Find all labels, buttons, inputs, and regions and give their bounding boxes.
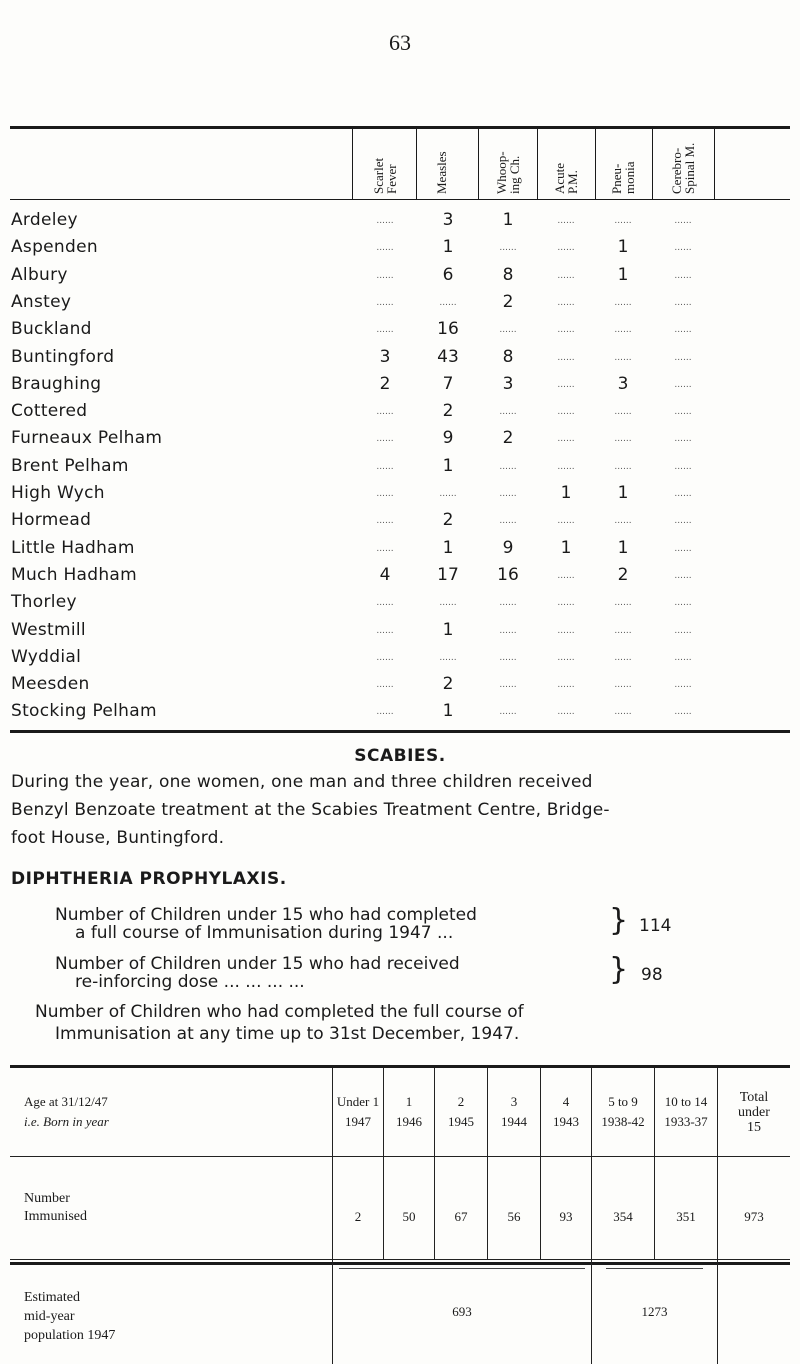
case-count: 2: [433, 401, 463, 421]
col-top: 10 to 14: [657, 1092, 715, 1112]
immunised-value: 67: [435, 1157, 488, 1260]
empty-cell-dots: ......: [368, 434, 402, 444]
case-count: 3: [608, 374, 638, 394]
place-name: Albury: [11, 265, 68, 285]
immunised-value: 93: [541, 1157, 592, 1260]
empty-cell-dots: ......: [606, 707, 640, 717]
table-header-rule: [10, 199, 790, 200]
age-header: [10, 1068, 333, 1157]
column-header: Measles: [435, 151, 448, 194]
empty-cell-dots: ......: [491, 407, 525, 417]
place-name: Meesden: [11, 674, 90, 694]
col-under1: [333, 1068, 384, 1157]
empty-cell-dots: ......: [666, 598, 700, 608]
empty-cell-dots: ......: [549, 271, 583, 281]
empty-cell-dots: ......: [368, 680, 402, 690]
immunised-value: 50: [384, 1157, 435, 1260]
place-name: Cottered: [11, 401, 87, 421]
empty-cell-dots: ......: [549, 680, 583, 690]
col-top: 5 to 9: [594, 1092, 652, 1112]
population-under5: 693: [452, 1304, 472, 1319]
place-name: Furneaux Pelham: [11, 428, 162, 448]
place-name: High Wych: [11, 483, 105, 503]
page-number: 63: [0, 30, 800, 56]
case-count: 43: [433, 347, 463, 367]
empty-cell-dots: ......: [368, 407, 402, 417]
column-header: Cerebro- Spinal M.: [670, 143, 696, 194]
population-5to14-cell: [592, 1260, 718, 1364]
empty-cell-dots: ......: [491, 707, 525, 717]
empty-cell-dots: ......: [606, 407, 640, 417]
population-label: Estimated mid-year population 1947: [10, 1260, 333, 1364]
place-name: Aspenden: [11, 237, 98, 257]
empty-cell-dots: ......: [549, 407, 583, 417]
empty-cell-dots: ......: [666, 271, 700, 281]
case-count: 1: [608, 538, 638, 558]
place-name: Little Hadham: [11, 538, 135, 558]
col-bottom: 1946: [386, 1112, 432, 1132]
empty-cell-dots: ......: [666, 216, 700, 226]
empty-cell-dots: ......: [549, 653, 583, 663]
col-2: [435, 1068, 488, 1157]
place-name: Buntingford: [11, 347, 114, 367]
empty-cell-dots: ......: [491, 598, 525, 608]
immunised-value: 2: [333, 1157, 384, 1260]
empty-cell-dots: ......: [606, 680, 640, 690]
case-count: 2: [433, 510, 463, 530]
empty-cell-dots: ......: [491, 626, 525, 636]
case-count: 1: [608, 237, 638, 257]
empty-cell-dots: ......: [666, 516, 700, 526]
place-name: Anstey: [11, 292, 71, 312]
col-1: [384, 1068, 435, 1157]
empty-cell-dots: ......: [666, 380, 700, 390]
case-count: 1: [433, 620, 463, 640]
col-5to9: [592, 1068, 655, 1157]
empty-cell-dots: ......: [666, 298, 700, 308]
column-divider: [652, 129, 653, 199]
case-count: 2: [493, 292, 523, 312]
immunisation-table: [10, 1068, 790, 1364]
col-4: [541, 1068, 592, 1157]
empty-cell-dots: ......: [549, 353, 583, 363]
place-name: Wyddial: [11, 647, 81, 667]
empty-cell-dots: ......: [606, 325, 640, 335]
column-header: Scarlet Fever: [372, 158, 398, 194]
case-count: 16: [493, 565, 523, 585]
place-name: Much Hadham: [11, 565, 137, 585]
item1-value: 114: [639, 916, 671, 936]
empty-cell-dots: ......: [368, 516, 402, 526]
empty-cell-dots: ......: [666, 571, 700, 581]
total-header: Total under 15: [718, 1068, 791, 1157]
empty-cell-dots: ......: [666, 407, 700, 417]
case-count: 4: [370, 565, 400, 585]
population-5to14: 1273: [642, 1304, 668, 1319]
scabies-line-3: foot House, Buntingford.: [11, 824, 224, 852]
empty-cell-dots: ......: [431, 598, 465, 608]
population-total-empty: [718, 1260, 791, 1364]
place-name: Stocking Pelham: [11, 701, 157, 721]
case-count: 1: [551, 483, 581, 503]
case-count: 3: [433, 210, 463, 230]
column-header: Pneu- monia: [610, 162, 636, 195]
immunised-value: 351: [655, 1157, 718, 1260]
case-count: 1: [433, 701, 463, 721]
empty-cell-dots: ......: [368, 626, 402, 636]
case-count: 1: [608, 265, 638, 285]
column-divider: [595, 129, 596, 199]
empty-cell-dots: ......: [666, 680, 700, 690]
place-name: Hormead: [11, 510, 91, 530]
empty-cell-dots: ......: [549, 216, 583, 226]
empty-cell-dots: ......: [549, 707, 583, 717]
case-count: 17: [433, 565, 463, 585]
empty-cell-dots: ......: [431, 489, 465, 499]
brace-line: [606, 1268, 703, 1269]
case-count: 3: [493, 374, 523, 394]
case-count: 1: [433, 538, 463, 558]
case-count: 3: [370, 347, 400, 367]
empty-cell-dots: ......: [666, 544, 700, 554]
case-count: 9: [433, 428, 463, 448]
column-header: Acute P.M.: [553, 163, 579, 194]
empty-cell-dots: ......: [666, 707, 700, 717]
empty-cell-dots: ......: [368, 325, 402, 335]
col-top: 3: [490, 1092, 538, 1112]
col-top: 4: [543, 1092, 589, 1112]
empty-cell-dots: ......: [491, 653, 525, 663]
item2-line2: re-inforcing dose ... ... ... ...: [75, 972, 305, 992]
empty-cell-dots: ......: [491, 325, 525, 335]
empty-cell-dots: ......: [666, 325, 700, 335]
empty-cell-dots: ......: [666, 462, 700, 472]
empty-cell-dots: ......: [666, 489, 700, 499]
empty-cell-dots: ......: [666, 653, 700, 663]
item1-line2: a full course of Immunisation during 1947 ...: [75, 923, 453, 943]
population-under5-cell: [333, 1260, 592, 1364]
empty-cell-dots: ......: [368, 216, 402, 226]
age-label-1: Age at 31/12/47: [24, 1092, 330, 1112]
empty-cell-dots: ......: [491, 243, 525, 253]
empty-cell-dots: ......: [368, 243, 402, 253]
immunised-value: 354: [592, 1157, 655, 1260]
empty-cell-dots: ......: [549, 325, 583, 335]
empty-cell-dots: ......: [606, 434, 640, 444]
empty-cell-dots: ......: [549, 626, 583, 636]
place-name: Braughing: [11, 374, 101, 394]
col-10to14: [655, 1068, 718, 1157]
empty-cell-dots: ......: [549, 516, 583, 526]
immunised-label: Number Immunised: [10, 1157, 333, 1260]
case-count: 7: [433, 374, 463, 394]
column-divider: [352, 129, 353, 199]
empty-cell-dots: ......: [368, 707, 402, 717]
col-bottom: 1943: [543, 1112, 589, 1132]
case-count: 2: [370, 374, 400, 394]
col-top: Under 1: [335, 1092, 381, 1112]
empty-cell-dots: ......: [606, 216, 640, 226]
imm-immunised-row: [10, 1157, 790, 1260]
empty-cell-dots: ......: [549, 571, 583, 581]
place-name: Ardeley: [11, 210, 78, 230]
empty-cell-dots: ......: [606, 516, 640, 526]
col-top: 2: [437, 1092, 485, 1112]
empty-cell-dots: ......: [606, 298, 640, 308]
empty-cell-dots: ......: [549, 298, 583, 308]
empty-cell-dots: ......: [368, 544, 402, 554]
table-top-rule: [10, 126, 790, 129]
case-count: 2: [433, 674, 463, 694]
col-bottom: 1945: [437, 1112, 485, 1132]
empty-cell-dots: ......: [549, 462, 583, 472]
brace-line: [339, 1268, 585, 1269]
place-name: Westmill: [11, 620, 86, 640]
item1-line1: Number of Children under 15 who had completed: [55, 905, 477, 925]
empty-cell-dots: ......: [666, 243, 700, 253]
imm-population-row: [10, 1260, 790, 1364]
col-bottom: 1947: [335, 1112, 381, 1132]
empty-cell-dots: ......: [431, 298, 465, 308]
diphtheria-heading: DIPHTHERIA PROPHYLAXIS.: [11, 869, 287, 889]
empty-cell-dots: ......: [368, 462, 402, 472]
case-count: 6: [433, 265, 463, 285]
case-count: 1: [433, 456, 463, 476]
case-count: 1: [493, 210, 523, 230]
age-label-2: i.e. Born in year: [24, 1112, 330, 1132]
empty-cell-dots: ......: [368, 271, 402, 281]
empty-cell-dots: ......: [368, 298, 402, 308]
empty-cell-dots: ......: [491, 489, 525, 499]
empty-cell-dots: ......: [606, 462, 640, 472]
empty-cell-dots: ......: [491, 516, 525, 526]
case-count: 9: [493, 538, 523, 558]
empty-cell-dots: ......: [666, 434, 700, 444]
column-divider: [714, 129, 715, 199]
scabies-line-1: During the year, one women, one man and three children received: [11, 768, 593, 796]
empty-cell-dots: ......: [606, 626, 640, 636]
case-count: 2: [608, 565, 638, 585]
empty-cell-dots: ......: [549, 434, 583, 444]
item2-value: 98: [641, 965, 663, 985]
summary-line2: Immunisation at any time up to 31st December, 1947.: [55, 1024, 519, 1044]
col-bottom: 1944: [490, 1112, 538, 1132]
empty-cell-dots: ......: [491, 680, 525, 690]
col-3: [488, 1068, 541, 1157]
place-name: Buckland: [11, 319, 92, 339]
place-name: Thorley: [11, 592, 77, 612]
case-count: 2: [493, 428, 523, 448]
empty-cell-dots: ......: [491, 462, 525, 472]
empty-cell-dots: ......: [431, 653, 465, 663]
col-bottom: 1933-37: [657, 1112, 715, 1132]
case-count: 16: [433, 319, 463, 339]
empty-cell-dots: ......: [368, 598, 402, 608]
empty-cell-dots: ......: [606, 598, 640, 608]
col-top: 1: [386, 1092, 432, 1112]
case-count: 1: [608, 483, 638, 503]
brace-1: }: [609, 906, 628, 936]
case-count: 8: [493, 265, 523, 285]
empty-cell-dots: ......: [549, 243, 583, 253]
case-count: 1: [551, 538, 581, 558]
empty-cell-dots: ......: [606, 653, 640, 663]
case-count: 1: [433, 237, 463, 257]
empty-cell-dots: ......: [368, 489, 402, 499]
case-count: 8: [493, 347, 523, 367]
immunised-value: 56: [488, 1157, 541, 1260]
col-bottom: 1938-42: [594, 1112, 652, 1132]
brace-2: }: [609, 955, 628, 985]
scabies-line-2: Benzyl Benzoate treatment at the Scabies Treatment Centre, Bridge-: [11, 796, 610, 824]
empty-cell-dots: ......: [606, 353, 640, 363]
table-bottom-rule: [10, 730, 790, 733]
column-divider: [416, 129, 417, 199]
scabies-heading: SCABIES.: [0, 746, 800, 766]
empty-cell-dots: ......: [666, 353, 700, 363]
empty-cell-dots: ......: [549, 598, 583, 608]
empty-cell-dots: ......: [666, 626, 700, 636]
column-header: Whoop- ing Ch.: [495, 151, 521, 194]
imm-header-row: [10, 1068, 790, 1157]
item2-line1: Number of Children under 15 who had received: [55, 954, 460, 974]
place-name: Brent Pelham: [11, 456, 129, 476]
immunised-total: 973: [718, 1157, 791, 1260]
column-divider: [478, 129, 479, 199]
summary-line1: Number of Children who had completed the full course of: [35, 1002, 524, 1022]
column-divider: [537, 129, 538, 199]
empty-cell-dots: ......: [368, 653, 402, 663]
empty-cell-dots: ......: [549, 380, 583, 390]
